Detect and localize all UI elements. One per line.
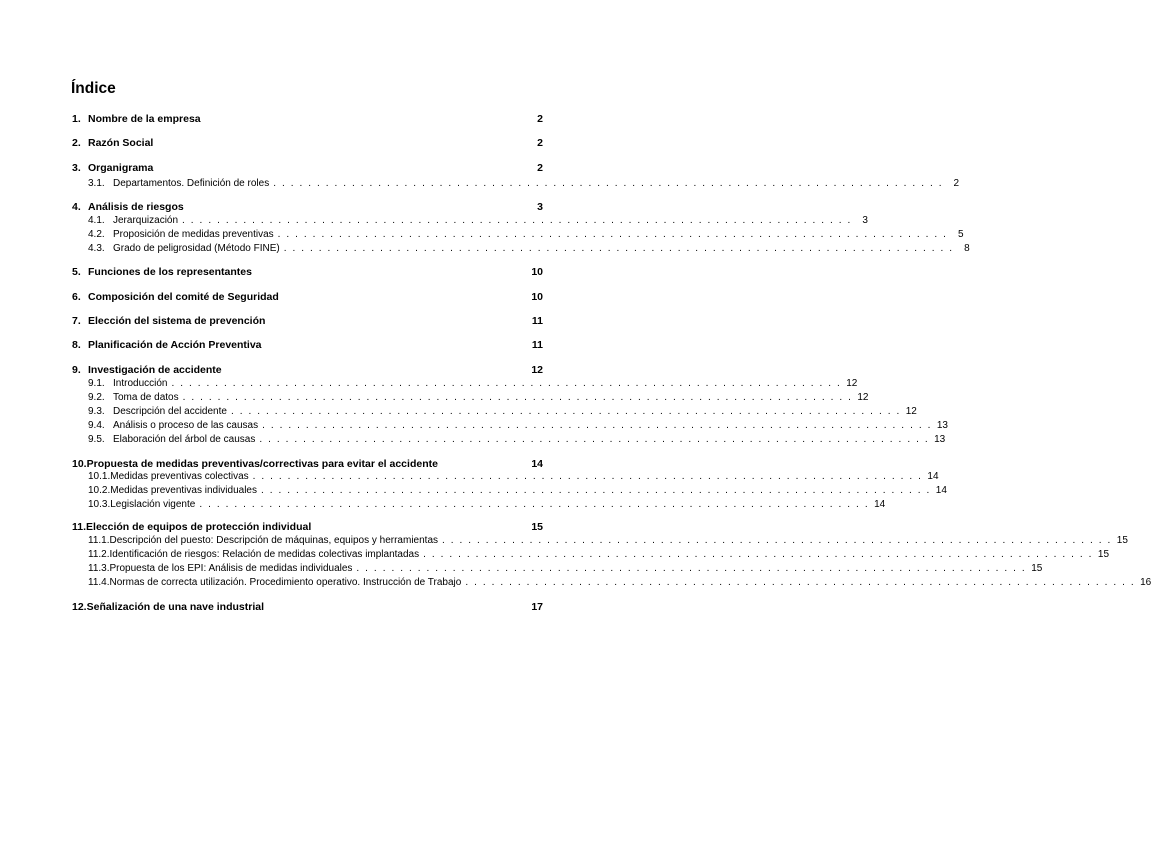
dot-leader [259,433,929,447]
entry-number: 2. [72,137,81,149]
toc-subsection-entry[interactable] [72,177,960,191]
entry-page-number: 15 [531,521,543,533]
entry-page-number: 11 [531,315,543,327]
dot-leader [465,576,1135,590]
entry-label: Jerarquización [113,215,179,226]
toc-section-entry[interactable] [72,363,543,377]
entry-number: 9. [72,364,81,376]
entry-label: Planificación de Acción Preventiva [88,339,262,351]
entry-page-number: 12 [531,364,543,376]
toc-subsection-entry[interactable] [72,548,1110,562]
entry-page-number: 14 [874,499,886,510]
dot-leader [423,548,1093,562]
entry-number: 4.3. [88,243,105,254]
entry-number: 12. [72,601,87,613]
toc-section-entry[interactable] [72,520,543,534]
entry-number: 11.1. [88,535,110,546]
entry-page-number: 3 [862,215,868,226]
toc-section-entry[interactable] [72,161,543,175]
toc-section-entry[interactable] [72,136,543,150]
entry-page-number: 15 [1031,563,1043,574]
entry-label: Medidas preventivas individuales [110,485,257,496]
toc-subsection-entry[interactable] [72,419,948,433]
entry-page-number: 13 [936,420,948,431]
dot-leader [284,242,954,256]
entry-page-number: 3 [537,201,543,213]
toc-subsection-entry[interactable] [72,576,1151,590]
entry-number: 9.2. [88,392,105,403]
entry-page-number: 2 [537,162,543,174]
entry-page-number: 13 [934,434,946,445]
entry-number: 11.3. [88,563,110,574]
toc-section-entry[interactable] [72,600,543,614]
dot-leader [182,214,852,228]
entry-number: 5. [72,266,81,278]
entry-number: 4. [72,201,81,213]
entry-number: 3.1. [88,178,105,189]
entry-number: 10.3. [88,499,111,510]
index-title: Índice [71,80,116,97]
toc-subsection-entry[interactable] [72,405,917,419]
toc-section-entry[interactable] [72,112,543,126]
dot-leader [356,562,1026,576]
entry-page-number: 15 [1097,549,1110,560]
dot-leader [199,498,869,512]
toc-subsection-entry[interactable] [72,228,964,242]
dot-leader [278,228,948,242]
entry-label: Legislación vigente [110,499,196,510]
entry-page-number: 2 [953,178,960,189]
toc-subsection-entry[interactable] [72,377,858,391]
toc-subsection-entry[interactable] [72,498,886,512]
entry-label: Toma de datos [113,392,179,403]
dot-leader [261,484,931,498]
entry-page-number: 12 [905,406,917,417]
toc-subsection-entry[interactable] [72,433,946,447]
entry-label: Descripción del accidente [113,406,227,417]
toc-subsection-entry[interactable] [72,214,868,228]
entry-number: 4.1. [88,215,105,226]
entry-number: 10.2. [88,485,111,496]
entry-label: Medidas preventivas colectivas [110,471,249,482]
toc-section-entry[interactable] [72,290,543,304]
entry-label: Introducción [113,378,168,389]
entry-label: Análisis de riesgos [88,201,184,213]
dot-leader [273,177,943,191]
entry-page-number: 12 [846,378,858,389]
entry-page-number: 12 [857,392,869,403]
entry-page-number: 8 [964,243,970,254]
entry-label: Análisis o proceso de las causas [113,420,259,431]
entry-page-number: 14 [531,458,543,470]
dot-leader [442,534,1112,548]
entry-label: Señalización de una nave industrial [86,601,264,613]
entry-label: Proposición de medidas preventivas [113,229,274,240]
entry-page-number: 17 [531,601,543,613]
dot-leader [262,419,932,433]
entry-page-number: 15 [1116,535,1128,546]
toc-subsection-entry[interactable] [72,484,947,498]
dot-leader [231,405,901,419]
entry-page-number: 2 [537,137,543,149]
entry-label: Departamentos. Definición de roles [113,178,270,189]
entry-number: 9.5. [88,434,105,445]
entry-label: Funciones de los representantes [88,266,252,278]
toc-section-entry[interactable] [72,338,543,352]
entry-number: 4.2. [88,229,105,240]
entry-number: 8. [72,339,81,351]
entry-number: 11. [72,521,87,533]
entry-number: 10.1. [88,471,111,482]
entry-page-number: 16 [1140,577,1151,588]
entry-label: Composición del comité de Seguridad [88,291,279,303]
entry-label: Propuesta de medidas preventivas/correctivas para evitar el accidente [86,458,438,470]
toc-subsection-entry[interactable] [72,242,970,256]
dot-leader [183,391,853,405]
entry-label: Normas de correcta utilización. Procedimiento operativo. Instrucción de Trabajo [109,577,462,588]
entry-number: 7. [72,315,81,327]
entry-page-number: 10 [531,291,543,303]
entry-label: Organigrama [88,162,154,174]
entry-number: 6. [72,291,81,303]
toc-section-entry[interactable] [72,314,543,328]
entry-label: Identificación de riesgos: Relación de medidas colectivas implantadas [109,549,420,560]
toc-section-entry[interactable] [72,457,543,471]
entry-number: 9.3. [88,406,105,417]
entry-page-number: 10 [531,266,543,278]
entry-number: 1. [72,113,81,125]
toc-section-entry[interactable] [72,265,543,279]
entry-label: Descripción del puesto: Descripción de máquinas, equipos y herramientas [109,535,439,546]
toc-subsection-entry[interactable] [72,470,939,484]
toc-section-entry[interactable] [72,200,543,214]
toc-subsection-entry[interactable] [72,534,1128,548]
entry-label: Grado de peligrosidad (Método FINE) [113,243,280,254]
entry-page-number: 14 [935,485,947,496]
entry-number: 11.4. [88,577,110,588]
entry-number: 9.4. [88,420,105,431]
entry-label: Investigación de accidente [88,364,222,376]
entry-page-number: 2 [537,113,543,125]
entry-number: 9.1. [88,378,105,389]
entry-label: Nombre de la empresa [88,113,201,125]
entry-label: Razón Social [88,137,154,149]
entry-page-number: 14 [927,471,939,482]
toc-subsection-entry[interactable] [72,562,1043,576]
entry-page-number: 11 [531,339,543,351]
entry-label: Propuesta de los EPI: Análisis de medidas individuales [109,563,353,574]
dot-leader [253,470,923,484]
entry-number: 11.2. [88,549,110,560]
entry-label: Elección del sistema de prevención [88,315,266,327]
entry-number: 3. [72,162,81,174]
toc-subsection-entry[interactable] [72,391,869,405]
dot-leader [171,377,841,391]
entry-label: Elaboración del árbol de causas [113,434,256,445]
entry-page-number: 5 [957,229,964,240]
entry-label: Elección de equipos de protección individual [86,521,312,533]
entry-number: 10. [72,458,87,470]
